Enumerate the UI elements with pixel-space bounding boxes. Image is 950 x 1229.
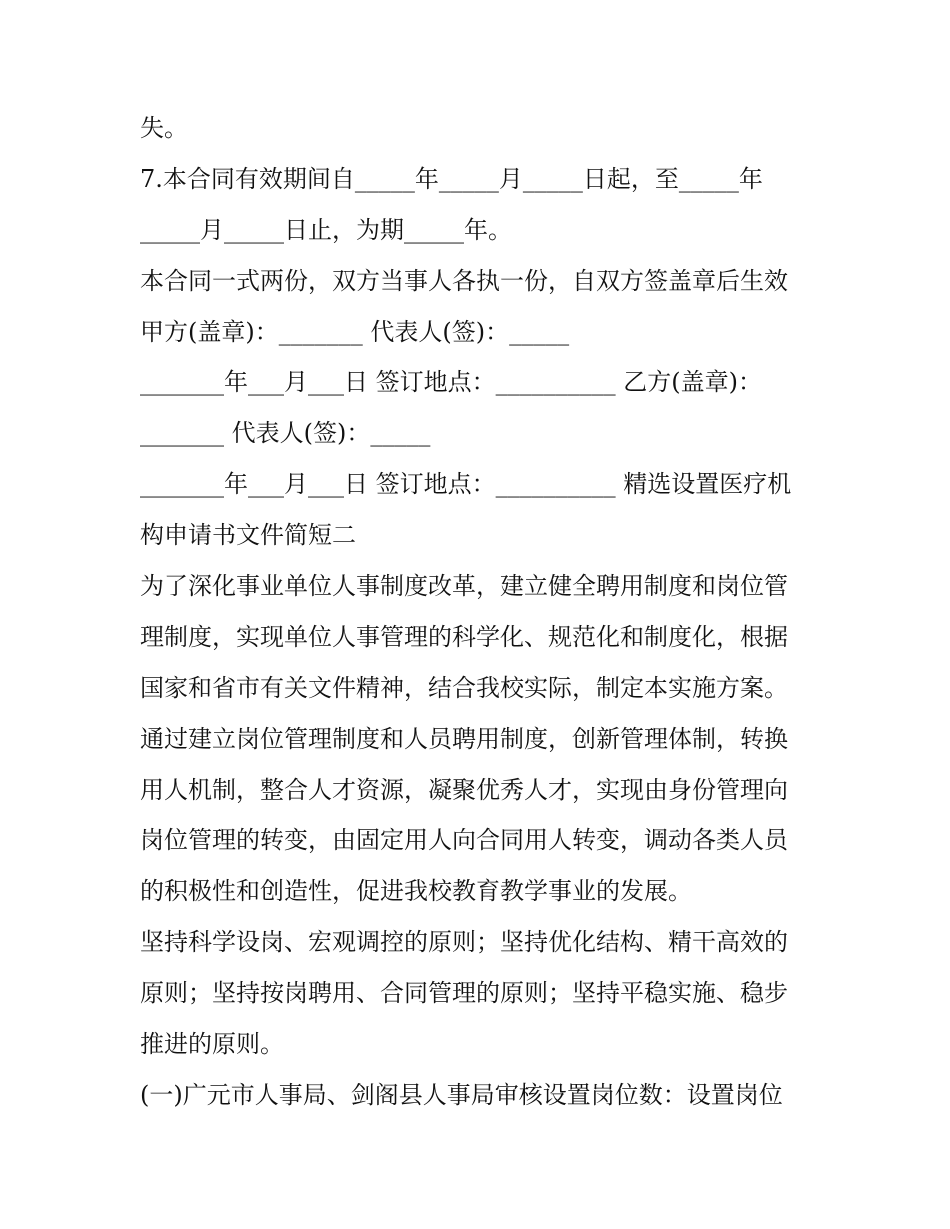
- text-line: _____月_____日止，为期_____年。: [140, 215, 512, 244]
- text-line: (一)广元市人事局、剑阁县人事局审核设置岗位数：设置岗位: [140, 1080, 783, 1109]
- text-line: 理制度，实现单位人事管理的科学化、规范化和制度化，根据: [140, 622, 788, 651]
- text-line: _______ 代表人(签)：_____: [140, 419, 431, 448]
- text-line: 原则；坚持按岗聘用、合同管理的原则；坚持平稳实施、稳步: [140, 979, 788, 1008]
- text-line: 通过建立岗位管理制度和人员聘用制度，创新管理体制，转换: [140, 724, 788, 753]
- text-line: 推进的原则。: [140, 1030, 284, 1059]
- text-line: 本合同一式两份，双方当事人各执一份，自双方签盖章后生效: [140, 266, 788, 295]
- text-line: 7.本合同有效期间自_____年_____月_____日起，至_____年: [140, 164, 763, 193]
- text-line: 的积极性和创造性，促进我校教育教学事业的发展。: [140, 877, 692, 906]
- text-line: 为了深化事业单位人事制度改革，建立健全聘用制度和岗位管: [140, 572, 788, 601]
- text-line: _______年___月___日 签订地点：__________ 精选设置医疗机: [140, 470, 792, 499]
- text-line: 构申请书文件简短二: [140, 521, 356, 550]
- text-line: _______年___月___日 签订地点：__________ 乙方(盖章)：: [140, 368, 762, 397]
- text-line: 国家和省市有关文件精神，结合我校实际，制定本实施方案。: [140, 673, 788, 702]
- text-line: 甲方(盖章)：_______ 代表人(签)：_____: [140, 317, 570, 346]
- text-line: 用人机制，整合人才资源，凝聚优秀人才，实现由身份管理向: [140, 775, 788, 804]
- text-line: 岗位管理的转变，由固定用人向合同用人转变，调动各类人员: [140, 826, 788, 855]
- text-line: 失。: [140, 114, 188, 142]
- document-body: [140, 103, 830, 1121]
- text-line: 坚持科学设岗、宏观调控的原则；坚持优化结构、精干高效的: [140, 928, 788, 957]
